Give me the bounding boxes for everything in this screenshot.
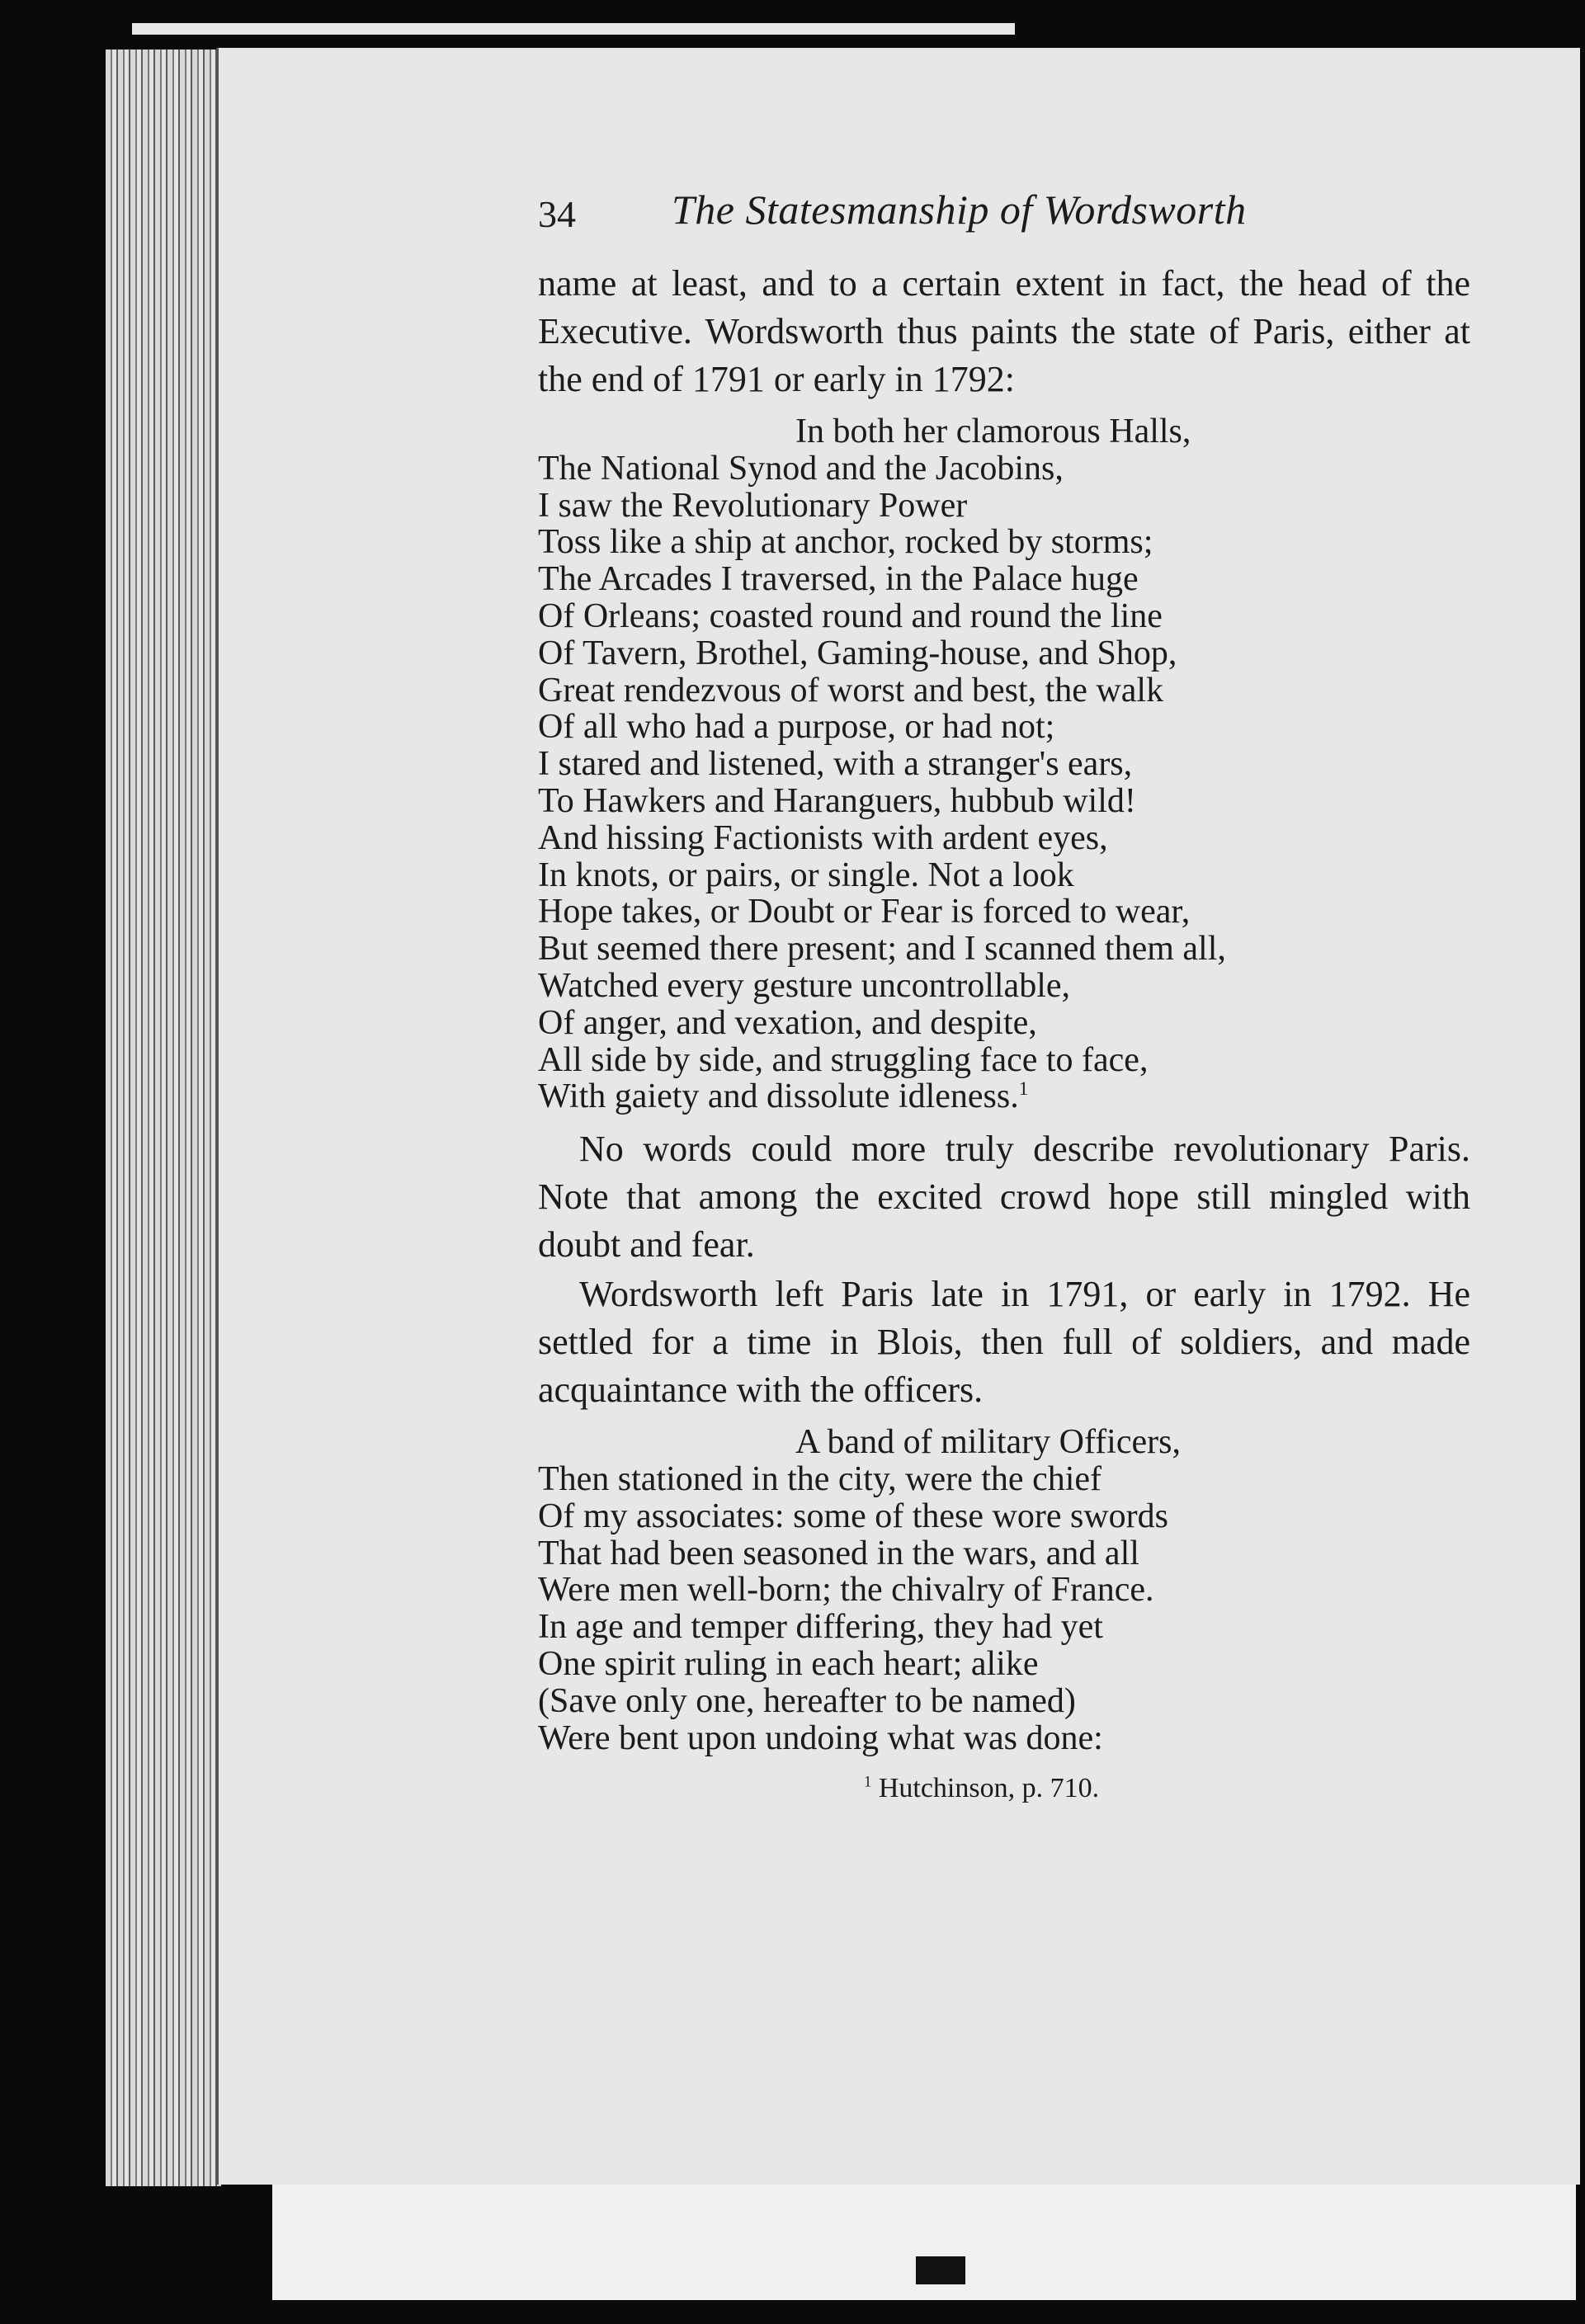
footnote-text: Hutchinson, p. 710. bbox=[878, 1773, 1100, 1804]
paragraph-1: name at least, and to a certain extent in fact, the head of the Executive. Wordsworth thus paints the state of Paris, either at the end of 1791 or early in 1792: bbox=[538, 263, 1470, 399]
page-content bbox=[538, 186, 1470, 1804]
verse-line-last bbox=[538, 1078, 1470, 1115]
verse-line: Hope takes, or Doubt or Fear is forced to wear, bbox=[538, 893, 1191, 931]
page-header bbox=[538, 186, 1470, 260]
verse-line: I saw the Revolutionary Power bbox=[538, 486, 968, 525]
verse-line: To Hawkers and Haranguers, hubbub wild! bbox=[538, 781, 1136, 820]
book-page-edges bbox=[106, 49, 221, 2186]
verse-line: Of Tavern, Brothel, Gaming-house, and Shop, bbox=[538, 634, 1177, 672]
verse-line: In age and temper differing, they had yet bbox=[538, 1608, 1103, 1647]
verse-line: Of my associates: some of these wore swords bbox=[538, 1497, 1168, 1535]
verse-line: Of Orleans; coasted round and round the line bbox=[538, 596, 1163, 635]
verse-line: In both her clamorous Halls, bbox=[795, 412, 1191, 450]
verse-line: Of anger, and vexation, and despite, bbox=[538, 1003, 1037, 1042]
verse-line: Were men well-born; the chivalry of France. bbox=[538, 1571, 1154, 1610]
verse-line: The National Synod and the Jacobins, bbox=[538, 449, 1064, 488]
verse-line: Then stationed in the city, were the chief bbox=[538, 1459, 1102, 1498]
verse-line: Were bent upon undoing what was done: bbox=[538, 1718, 1103, 1757]
footnote-reference: 1 bbox=[1018, 1077, 1029, 1100]
verse-quotation-2 bbox=[538, 1424, 1470, 1756]
verse-line: Great rendezvous of worst and best, the walk bbox=[538, 671, 1164, 709]
verse-line: Toss like a ship at anchor, rocked by storms; bbox=[538, 523, 1153, 562]
verse-line-text: With gaiety and dissolute idleness. bbox=[538, 1077, 1019, 1116]
verse-line: That had been seasoned in the wars, and all bbox=[538, 1534, 1139, 1572]
verse-line: A band of military Officers, bbox=[795, 1423, 1181, 1462]
paragraph-2: No words could more truly describe revolutionary Paris. Note that among the excited crowd hope still mingled with doubt and fear. bbox=[538, 1129, 1470, 1266]
running-title: The Statesmanship of Wordsworth bbox=[672, 186, 1247, 233]
verse-line: And hissing Factionists with ardent eyes, bbox=[538, 818, 1108, 857]
scan-artifact bbox=[916, 2256, 965, 2284]
page-number: 34 bbox=[538, 193, 576, 235]
verse-line: I stared and listened, with a stranger's ears, bbox=[538, 745, 1133, 784]
verse-line: But seemed there present; and I scanned them all, bbox=[538, 930, 1226, 969]
verse-line: Watched every gesture uncontrollable, bbox=[538, 966, 1071, 1005]
verse-line: One spirit ruling in each heart; alike bbox=[538, 1644, 1039, 1683]
verse-line: Of all who had a purpose, or had not; bbox=[538, 708, 1055, 747]
scan-top-edge bbox=[132, 23, 1015, 35]
paragraph-3: Wordsworth left Paris late in 1791, or early in 1792. He settled for a time in Blois, then full of soldiers, and made acquaintance with the officers. bbox=[538, 1274, 1470, 1411]
verse-quotation-1 bbox=[538, 413, 1470, 1115]
verse-line: The Arcades I traversed, in the Palace huge bbox=[538, 560, 1139, 599]
verse-line: (Save only one, hereafter to be named) bbox=[538, 1681, 1076, 1720]
footnote bbox=[538, 1773, 1470, 1804]
verse-line: In knots, or pairs, or single. Not a look bbox=[538, 856, 1074, 894]
verse-line: All side by side, and struggling face to face, bbox=[538, 1040, 1149, 1079]
footnote-marker: 1 bbox=[864, 1773, 872, 1791]
